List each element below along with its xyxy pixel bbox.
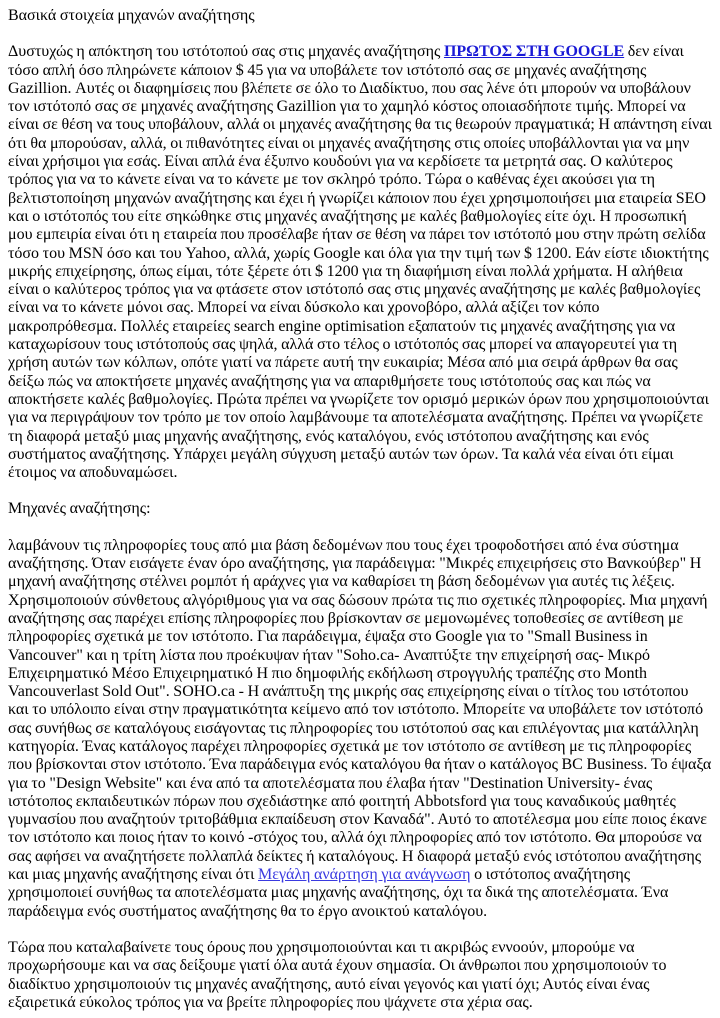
body-text-before-link: λαμβάνουν τις πληροφορίες τους από μια βάση δεδομένων που τους έχει τροφοδοτήσει από ένα σύστημα αναζήτησης. Όταν εισάγετε έναν όρο αναζήτησης, για παράδειγμα: "Μικρές επιχειρήσεις στο Βανκούβερ" Η μηχανή αναζήτησης στέλνει ρομπότ ή αράχνες για να καθαρίσει τη βάση δεδομένων για αυτές τις λέξεις. Χρησιμοποιούν σύνθετους αλγόριθμους για να σας δώσουν πρώτα τις πιο σχετικές πληροφορίες. Μια μηχανή αναζήτησης σας παρέχει επίσης πληροφορίες που βρίσκονταν σε μεμονωμένες τοποθεσίες σε αντίθεση με πληροφορίες σχετικά με τον ιστότοπο. Για παράδειγμα, έψαξα στο Google για το "Small Business in Vancouver" και η τρίτη λίστα που προέκυψαν ήταν "Soho.ca- Αναπτύξτε την επιχείρησή σας- Μικρό Επιχειρηματικό Μέσο Επιχειρηματικό Η πιο δημοφιλής εκδήλωση στρογγυλής τραπέζης στο Month Vancouverlast Sold Out". SOHO.ca - Η ανάπτυξη της μικρής σας επιχείρησης είναι ο τίτλος του ιστότοπου και το υπόλοιπο είναι στην πραγματικότητα κείμενο από τον ιστότοπο. Μπορείτε να υποβάλετε τον ιστότοπό σας συνήθως σε καταλόγους εισάγοντας τις πληροφορίες του ιστότοπού σας και επιλέγοντας μια κατάλληλη κατηγορία. Ένας κατάλογος παρέχει πληροφορίες σχετικά με τον ιστότοπο σε αντίθεση με τις πληροφορίες που βρίσκονται στον ιστότοπο. Ένα παράδειγμα ενός καταλόγου θα ήταν ο κατάλογος BC Business. Το έψαξα για το "Design Website" και ένα από τα αποτελέσματα που έλαβα ήταν "Destination University- ένας ιστότοπος εκπαιδευτικών πόρων που σχεδιάστηκε από φοιτητή Abbotsford για τους καναδικούς μαθητές γυμνασίου που αναζητούν τριτοβάθμια εκπαίδευση στον Καναδά". Αυτό το αποτέλεσμα μου είπε ποιος έκανε τον ιστότοπο και ποιος ήταν το κοινό -στόχος του, αλλά όχι πληροφορίες από τον ιστότοπο. Θα μπορούσε να σας αφήσει να αναζητήσετε πολλαπλά δείκτες ή καταλόγους. Η διαφορά μεταξύ ενός ιστότοπου αναζήτησης και μιας μηχανής αναζήτησης είναι ότι xyxy=(8,536,712,884)
google-first-link[interactable]: ΠΡΩΤΟΣ ΣΤΗ GOOGLE xyxy=(443,43,625,61)
article-title: Βασικά στοιχεία μηχανών αναζήτησης xyxy=(8,7,255,24)
intro-text-before-link: Δυστυχώς η απόκτηση του ιστότοπού σας στις μηχανές αναζήτησης xyxy=(8,43,444,61)
intro-paragraph xyxy=(8,43,712,482)
great-post-link[interactable]: Μεγάλη ανάρτηση για ανάγνωση xyxy=(258,866,471,884)
body-paragraph xyxy=(8,537,712,921)
intro-text-after-link: δεν είναι τόσο απλή όσο πληρώνετε κάποιον $ 45 για να υποβάλετε τον ιστότοπό σας σε μηχανές αναζήτησης Gazillion. Αυτές οι διαφημίσεις που βλέπετε σε όλο το Διαδίκτυο, που σας λένε ότι μπορούν να υποβάλουν τον ιστότοπό σας σε μηχανές αναζήτησης Gazillion για το χαμηλό κόστος οποιασδήποτε τιμής. Μπορεί να είναι σε θέση να τους υποβάλουν, αλλά οι μηχανές αναζήτησης θα τις θεωρούν πραγματικά; Η απάντηση είναι ότι θα μπορούσαν, αλλά, οι πιθανότητες είναι οι μηχανές αναζήτησης στις οποίες υποβάλλονται για να μην είναι χρήσιμοι για εσάς. Είναι απλά ένα έξυπνο κουδούνι για να κερδίσετε τα μετρητά σας. Ο καλύτερος τρόπος για να το κάνετε είναι να το κάνετε με τον σκληρό τρόπο. Τώρα ο καθένας έχει ακούσει για τη βελτιστοποίηση μηχανών αναζήτησης και έχει ή γνωρίζει κάποιον που έχει χρησιμοποιήσει μια εταιρεία SEO και ο ιστότοπός του είτε σηκώθηκε στις μηχανές αναζήτησης με καλές βαθμολογίες είτε όχι. Η προσωπική μου εμπειρία είναι ότι η εταιρεία που προσέλαβε ήταν σε θέση να πάρει τον ιστότοπό μου στην πρώτη σελίδα τόσο του MSN όσο και του Yahoo, αλλά, χωρίς Google και όλα για την τιμή των $ 1200. Εάν είστε ιδιοκτήτης μικρής επιχείρησης, όπως είμαι, τότε ξέρετε ότι $ 1200 για τη διαφήμιση είναι πολλά χρήματα. Η αλήθεια είναι ο καλύτερος τρόπος για να φτάσετε στον ιστότοπό σας στις μηχανές αναζήτησης με καλές βαθμολογίες είναι να το κάνετε μόνοι σας. Μπορεί να είναι δύσκολο και χρονοβόρο, αλλά αξίζει τον κόπο μακροπρόθεσμα. Πολλές εταιρείες search engine optimisation εξαπατούν τις μηχανές αναζήτησης για να καταχωρίσουν τους ιστότοπούς σας ψηλά, αλλά στο τέλος ο ιστότοπός σας μπορεί να απαγορευτεί για τη χρήση αυτών των κόλπων, οπότε γιατί να πάρετε αυτή την ευκαιρία; Μέσα από μια σειρά άρθρων θα σας δείξω πώς να αποκτήσετε μηχανές αναζήτησης για να απαριθμήσετε τους ιστότοπούς σας και πώς να αποκτήσετε καλές βαθμολογίες. Πρώτα πρέπει να γνωρίζετε τον ορισμό μερικών όρων που χρησιμοποιούνται για να περιγράψουν τον τρόπο με τον οποίο λαμβάνουμε τα αποτελέσματα αναζήτησης. Πρέπει να γνωρίζετε τη διαφορά μεταξύ μιας μηχανής αναζήτησης, ενός καταλόγου, ενός ιστότοπου αναζήτησης και ενός συστήματος αναζήτησης. Υπάρχει μεγάλη σύγχυση μεταξύ αυτών των όρων. Τα καλά νέα είναι ότι είμαι έτοιμος να αποδυναμώσει. xyxy=(8,43,712,482)
body-text-after-link: ο ιστότοπος αναζήτησης χρησιμοποιεί συνήθως τα αποτελέσματα μιας μηχανής αναζήτησης, όχι τα δικά της αποτελέσματα. Ένα παράδειγμα ενός συστήματος αναζήτησης θα το έργο ανοικτού καταλόγου. xyxy=(8,866,669,920)
section-heading: Μηχανές αναζήτησης: xyxy=(8,500,151,518)
conclusion-paragraph: Τώρα που καταλαβαίνετε τους όρους που χρησιμοποιούνται και τι ακριβώς εννοούν, μπορούμε να προχωρήσουμε και να σας δείξουμε γιατί όλα αυτά έχουν σημασία. Οι άνθρωποι που χρησιμοποιούν το διαδίκτυο χρησιμοποιούν τις μηχανές αναζήτησης, αυτό είναι γεγονός και γιατί όχι; Αυτός είναι ένας εξαιρετικά εύκολος τρόπος για να βρείτε πληροφορίες που ψάχνετε στα χέρια σας. xyxy=(8,938,667,1011)
